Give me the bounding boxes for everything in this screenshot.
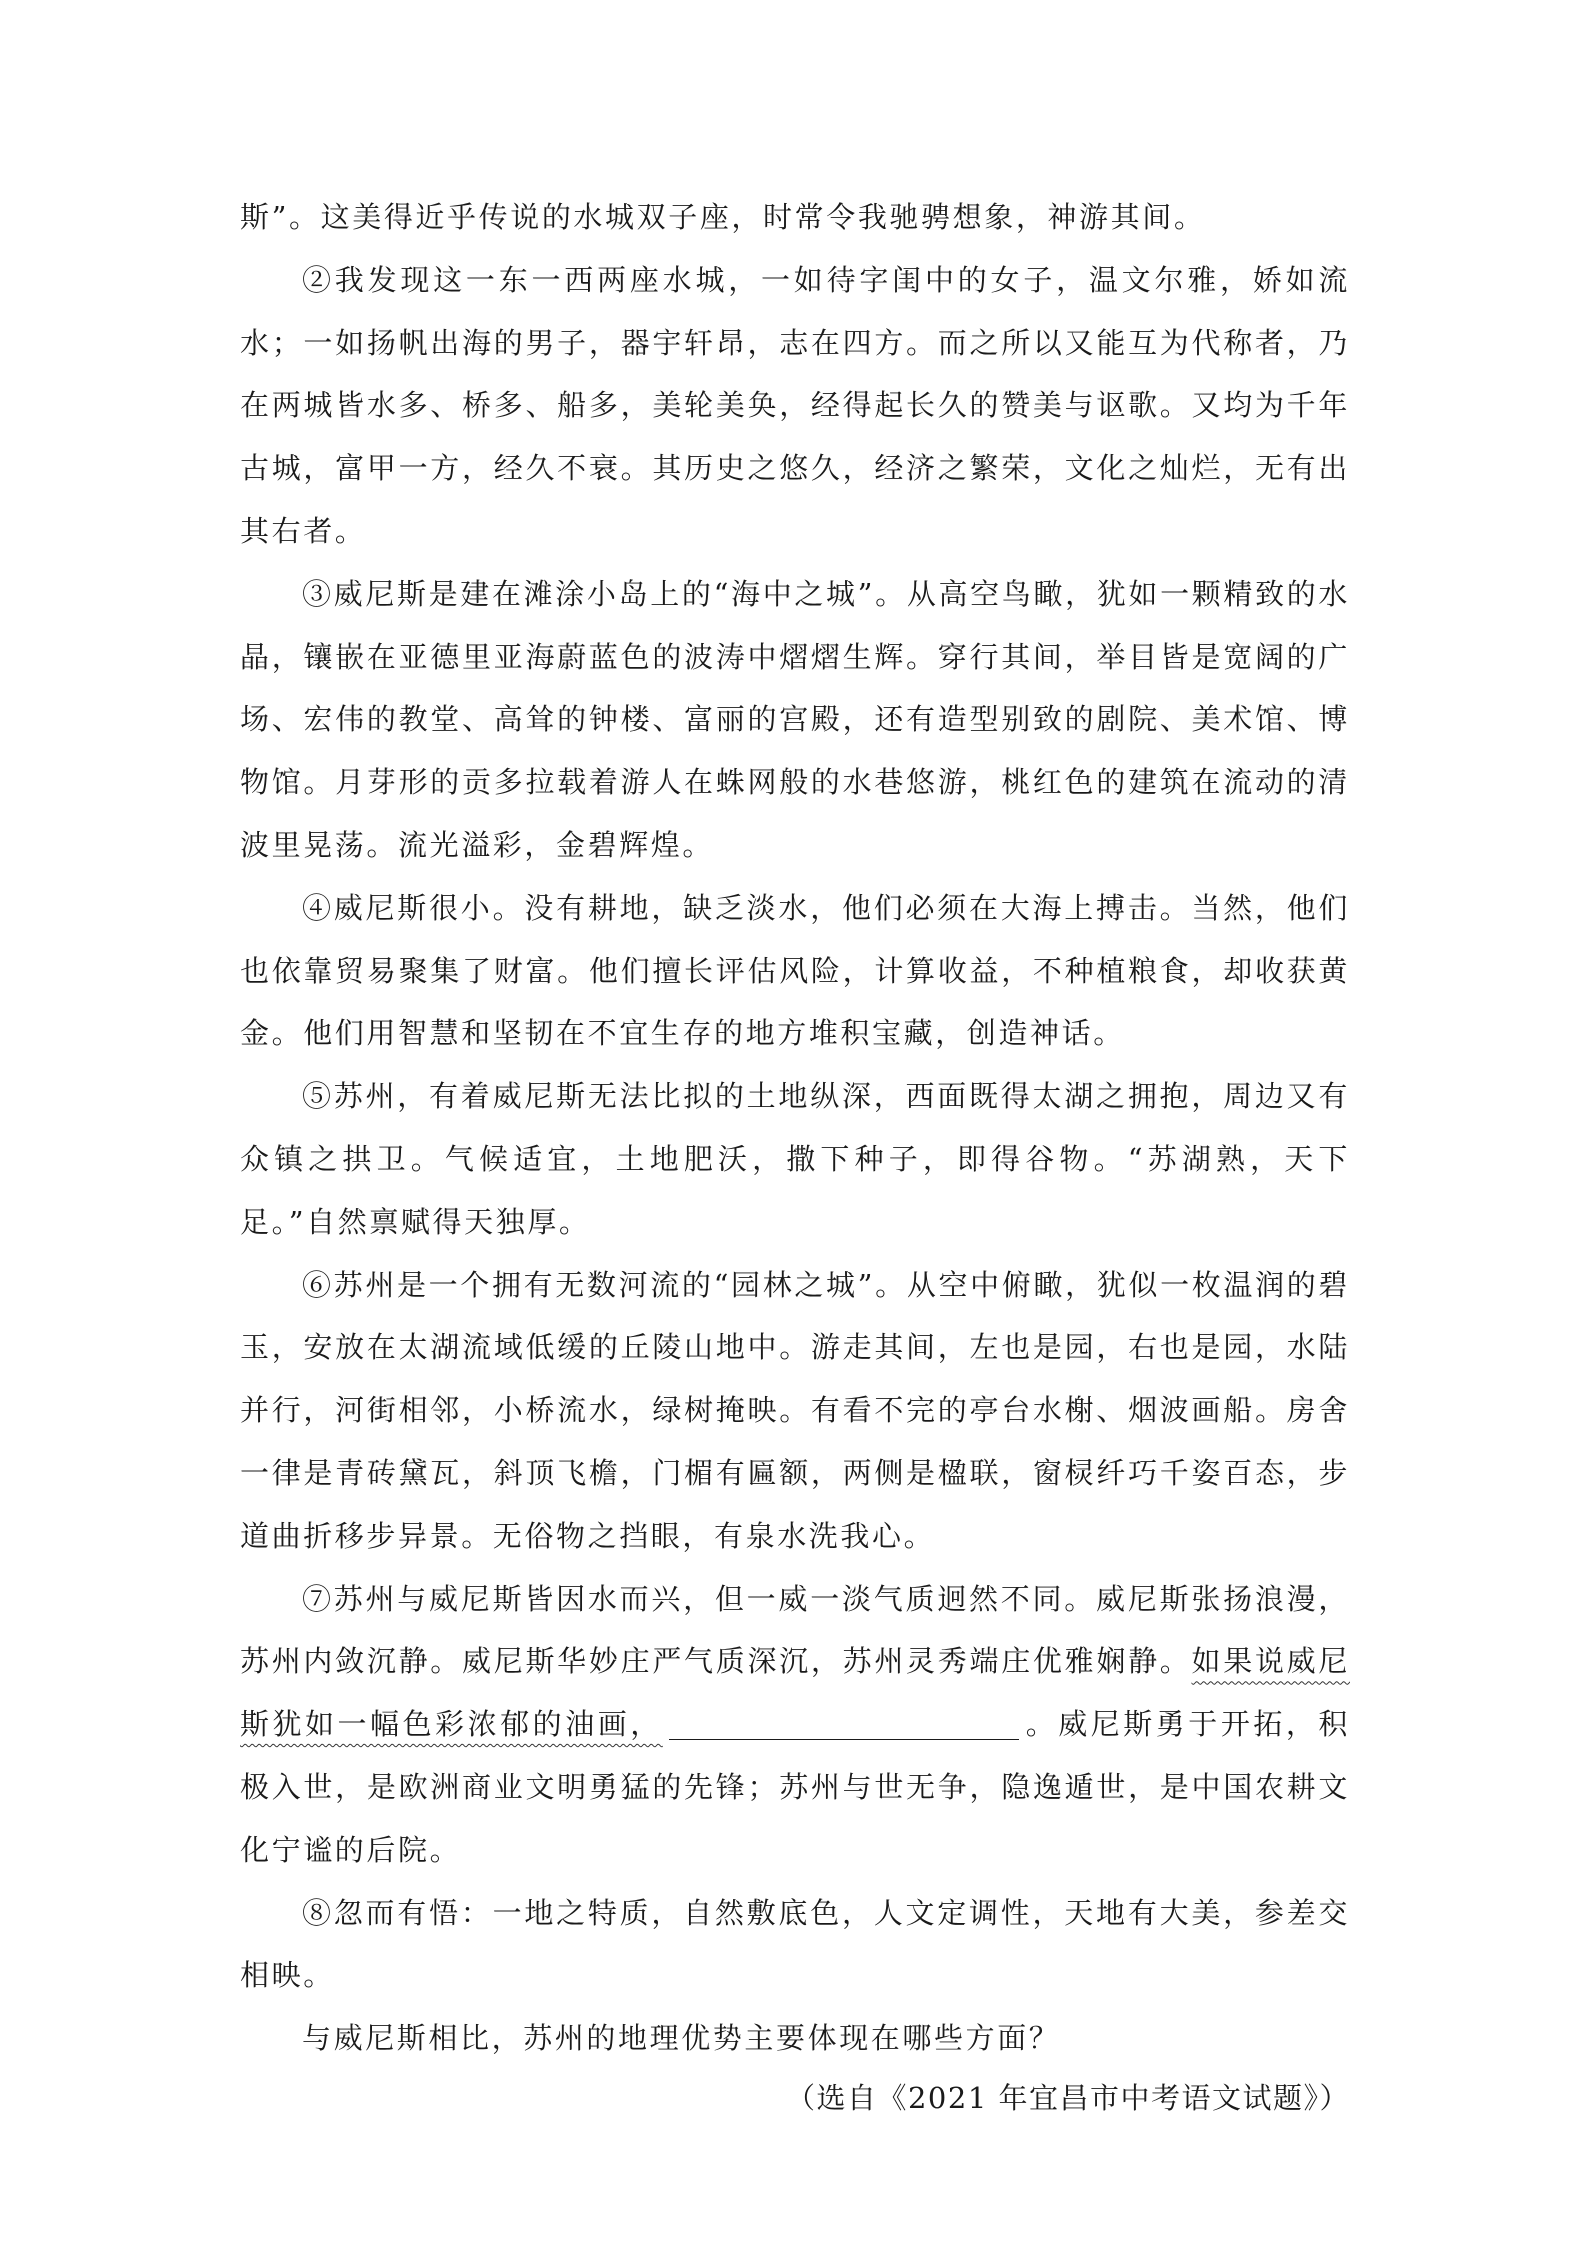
paragraph-1-tail: 斯”。这美得近乎传说的水城双子座，时常令我驰骋想象，神游其间。 — [240, 200, 1206, 234]
paragraph-7-text-b: 。威尼斯勇于开拓，积极入世，是欧洲商业文明勇猛的先锋；苏州与世无争，隐逸遁世，是中国农耕文化宁谧的后院。 — [240, 1707, 1350, 1867]
wavy-underlined-sentence: 如果说威尼斯犹如一幅色彩浓郁的油画， — [240, 1644, 1350, 1742]
source-citation: （选自《2021 年宜昌市中考语文试题》） — [785, 2080, 1350, 2115]
paragraph-8: ⑧忽而有悟：一地之特质，自然敷底色，人文定调性，天地有大美，参差交相映。 — [240, 1895, 1350, 1993]
paragraph-3: ③威尼斯是建在滩涂小岛上的“海中之城”。从高空鸟瞰，犹如一颗精致的水晶，镶嵌在亚德里亚海蔚蓝色的波涛中熠熠生辉。穿行其间，举目皆是宽阔的广场、宏伟的教堂、高耸的钟楼、富丽的宫殿，还有造型别致的剧院、美术馆、博物馆。月芽形的贡多拉载着游人在蛛网般的水巷悠游，桃红色的建筑在流动的清波里晃荡。流光溢彩，金碧辉煌。 — [240, 576, 1350, 862]
paragraph-6: ⑥苏州是一个拥有无数河流的“园林之城”。从空中俯瞰，犹似一枚温润的碧玉，安放在太湖流域低缓的丘陵山地中。游走其间，左也是园，右也是园，水陆并行，河街相邻，小桥流水，绿树掩映。有看不完的亭台水榭、烟波画船。房舍一律是青砖黛瓦，斜顶飞檐，门楣有匾额，两侧是楹联，窗棂纤巧千姿百态，步道曲折移步异景。无俗物之挡眼，有泉水洗我心。 — [240, 1267, 1350, 1553]
paragraph-7 — [240, 1568, 1350, 1882]
paragraph-7-text-a: ⑦苏州与威尼斯皆因水而兴，但一威一淡气质迥然不同。威尼斯张扬浪漫，苏州内敛沉静。威尼斯华妙庄严气质深沉，苏州灵秀端庄优雅娴静。 — [240, 1581, 1350, 1679]
paragraph-4: ④威尼斯很小。没有耕地，缺乏淡水，他们必须在大海上搏击。当然，他们也依靠贸易聚集了财富。他们擅长评估风险，计算收益，不种植粮食，却收获黄金。他们用智慧和坚韧在不宜生存的地方堆积宝藏，创造神话。 — [240, 890, 1350, 1051]
paragraph-5: ⑤苏州，有着威尼斯无法比拟的土地纵深，西面既得太湖之拥抱，周边又有众镇之拱卫。气候适宜，土地肥沃，撒下种子，即得谷物。“苏湖熟，天下足。”自然禀赋得天独厚。 — [240, 1079, 1350, 1239]
document-page — [240, 186, 1350, 2126]
fill-in-blank — [669, 1709, 1019, 1740]
question-text: 与威尼斯相比，苏州的地理优势主要体现在哪些方面？ — [302, 2021, 1061, 2056]
paragraph-2: ②我发现这一东一西两座水城，一如待字闺中的女子，温文尔雅，娇如流水；一如扬帆出海的男子，器宇轩昂，志在四方。而之所以又能互为代称者，乃在两城皆水多、桥多、船多，美轮美奂，经得起长久的赞美与讴歌。又均为千年古城，富甲一方，经久不衰。其历史之悠久，经济之繁荣，文化之灿烂，无有出其右者。 — [240, 262, 1350, 548]
